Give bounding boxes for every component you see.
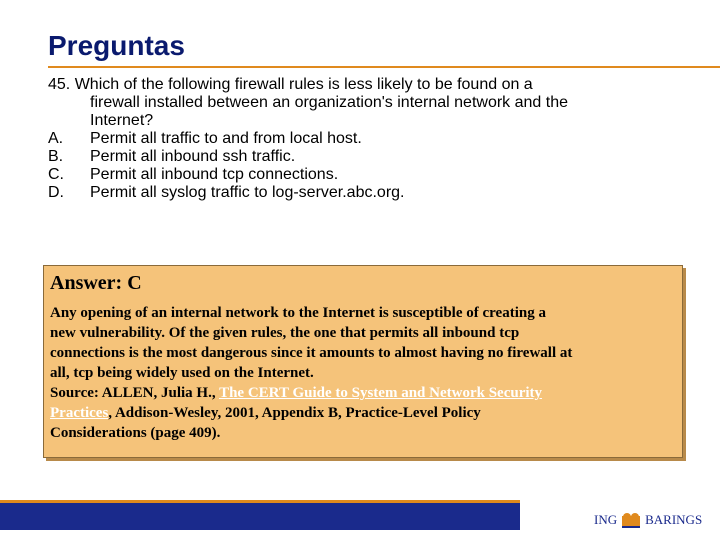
question-stem-line1: Which of the following firewall rules is less likely to be found on a: [74, 76, 533, 93]
answer-box: [43, 265, 683, 458]
answer-line: all, tcp being widely used on the Internet.: [50, 365, 314, 381]
source-line-2: [50, 403, 676, 423]
footer-bar: [0, 500, 520, 530]
answer-line: Any opening of an internal network to the Internet is susceptible of creating a: [50, 305, 546, 321]
option-d: [48, 184, 708, 202]
title-divider: [48, 66, 720, 68]
question-stem-line2: firewall installed between an organization's internal network and the: [90, 94, 569, 111]
logo-text-left: ING: [594, 512, 618, 527]
option-c: [48, 166, 708, 184]
source-link[interactable]: The CERT Guide to System and Network Security: [219, 385, 543, 401]
source-link-cont[interactable]: Practices: [50, 405, 109, 421]
answer-heading: Answer: C: [50, 272, 142, 294]
option-text: Permit all inbound ssh traffic.: [90, 148, 296, 165]
source-line-last: Considerations (page 409).: [50, 425, 221, 441]
option-text: Permit all inbound tcp connections.: [90, 166, 339, 183]
question-number: 45.: [48, 76, 71, 93]
lion-icon: [621, 511, 641, 529]
option-letter: D.: [48, 184, 64, 201]
option-letter: B.: [48, 148, 64, 165]
option-a: [48, 130, 708, 148]
option-letter: A.: [48, 130, 64, 147]
source-line: [50, 383, 676, 403]
page-title: Preguntas: [48, 30, 185, 61]
option-text: Permit all traffic to and from local host.: [90, 130, 362, 147]
question-stem: [48, 76, 708, 94]
answer-line: new vulnerability. Of the given rules, the one that permits all inbound tcp: [50, 325, 520, 341]
question-block: [48, 76, 708, 202]
footer-accent: [0, 500, 520, 503]
logo-text-right: BARINGS: [645, 512, 703, 527]
option-b: [48, 148, 708, 166]
source-suffix: , Addison-Wesley, 2001, Appendix B, Practice-Level Policy: [108, 405, 481, 421]
answer-line: connections is the most dangerous since it amounts to almost having no firewall at: [50, 345, 573, 361]
source-prefix: Source: ALLEN, Julia H.,: [50, 385, 220, 401]
question-stem-line3: Internet?: [90, 112, 154, 129]
option-text: Permit all syslog traffic to log-server.abc.org.: [90, 184, 405, 201]
ing-barings-logo: [594, 510, 702, 530]
answer-explanation: [50, 303, 676, 443]
option-letter: C.: [48, 166, 64, 183]
